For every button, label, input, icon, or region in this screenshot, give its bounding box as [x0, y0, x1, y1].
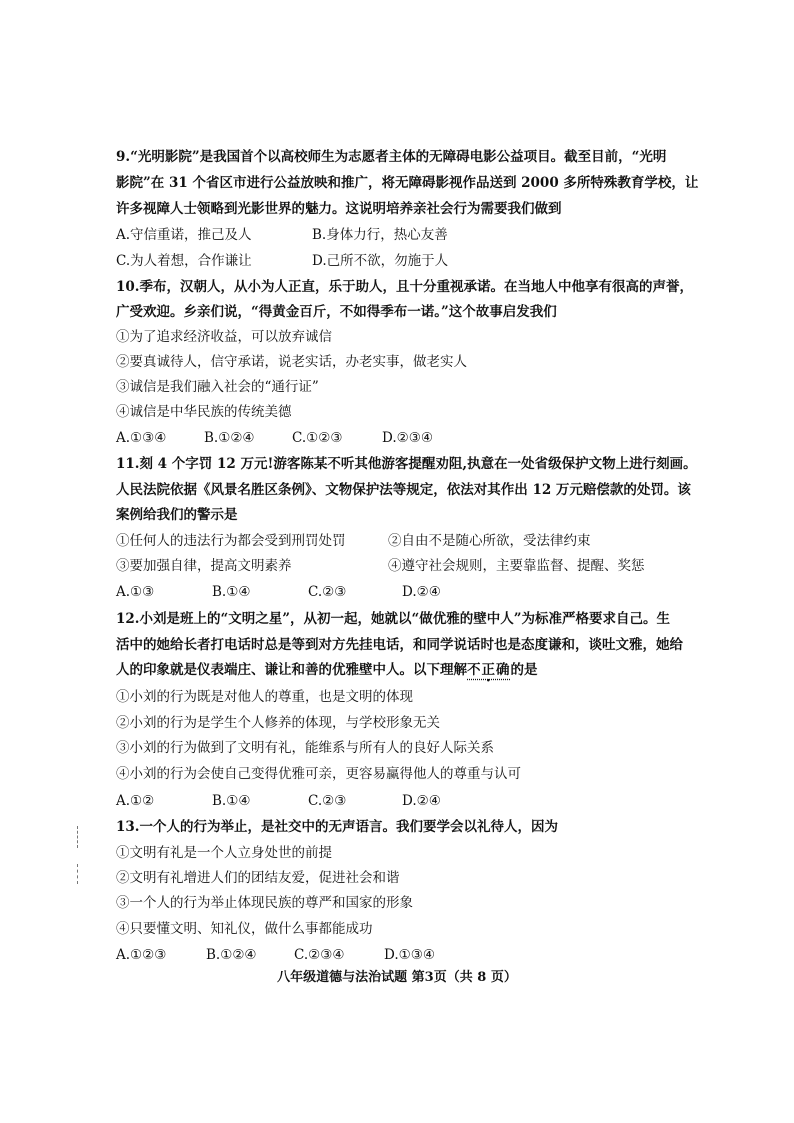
- question-text-line: 10.季布，汉朝人，从小为人正直，乐于助人，且十分重视承诺。在当地人中他享有很高的声誉，: [116, 279, 693, 295]
- option-d: D.①③④: [384, 947, 435, 963]
- question-text-line: 案例给我们的警示是: [116, 507, 238, 523]
- question-text-line: 广受欢迎。乡亲们说，“得黄金百斤，不如得季布一诺。”这个故事启发我们: [116, 304, 557, 320]
- option-b: B.①②④: [206, 947, 257, 963]
- statement-item: ②小刘的行为是学生个人修养的体现，与学校形象无关: [116, 715, 440, 731]
- margin-dash-mark: [77, 864, 78, 884]
- question-text-line: 11.刻 4 个字罚 12 万元!游客陈某不听其他游客提醒劝阻,执意在一处省级保护文物上进行刻画。: [116, 456, 697, 472]
- question-text-suffix: 的是: [510, 662, 538, 678]
- option-c: C.②③: [308, 793, 347, 809]
- option-c: C.为人着想，合作谦让: [116, 253, 252, 269]
- option-c: C.②③: [308, 584, 347, 600]
- option-a: A.①③④: [116, 430, 167, 446]
- option-a: A.守信重诺，推己及人: [116, 227, 252, 243]
- option-b: B.①②④: [204, 430, 255, 446]
- option-a: A.①②③: [116, 947, 167, 963]
- question-text-line: 活中的她给长者打电话时总是等到对方先挂电话，和同学说话时也是态度谦和，谈吐文雅，她给: [116, 637, 683, 653]
- emphasis-not-correct: 不正确: [467, 662, 511, 678]
- statement-item: ③要加强自律，提高文明素养: [116, 558, 292, 574]
- statement-item: ①文明有礼是一个人立身处世的前提: [116, 845, 332, 861]
- statement-item: ②要真诚待人，信守承诺，说老实话，办老实事，做老实人: [116, 354, 467, 370]
- statement-item: ①任何人的违法行为都会受到刑罚处罚: [116, 533, 346, 549]
- statement-item: ①小刘的行为既是对他人的尊重，也是文明的体现: [116, 689, 413, 705]
- option-c: C.②③④: [294, 947, 345, 963]
- question-text-line: [116, 661, 538, 679]
- statement-item: ④诚信是中华民族的传统美德: [116, 404, 292, 420]
- statement-item: ②文明有礼增进人们的团结友爱，促进社会和谐: [116, 870, 400, 886]
- question-text-line: 12.小刘是班上的“文明之星”，从初一起，她就以“做优雅的壁中人”为标准严格要求自己。生: [116, 611, 671, 627]
- statement-item: ④只要懂文明、知礼仪，做什么事都能成功: [116, 921, 373, 937]
- question-text-line: 许多视障人士领略到光影世界的魅力。这说明培养亲社会行为需要我们做到: [116, 201, 562, 217]
- option-d: D.②④: [402, 793, 441, 809]
- option-b: B.身体力行，热心友善: [312, 227, 448, 243]
- option-b: B.①④: [212, 793, 251, 809]
- statement-item: ③诚信是我们融入社会的“通行证”: [116, 379, 319, 395]
- question-text-prefix: 人的印象就是仪表端庄、谦让和善的优雅壁中人。以下理解: [116, 662, 467, 678]
- option-d: D.②③④: [382, 430, 433, 446]
- statement-item: ②自由不是随心所欲，受法律约束: [388, 533, 591, 549]
- option-d: D.己所不欲，勿施于人: [312, 253, 449, 269]
- margin-dash-mark: [77, 826, 78, 848]
- statement-item: ④遵守社会规则，主要靠监督、提醒、奖惩: [388, 558, 645, 574]
- option-a: A.①③: [116, 584, 155, 600]
- statement-item: ④小刘的行为会使自己变得优雅可亲，更容易赢得他人的尊重与认可: [116, 766, 521, 782]
- option-c: C.①②③: [292, 430, 343, 446]
- option-a: A.①②: [116, 793, 155, 809]
- question-text-line: 9.“光明影院”是我国首个以高校师生为志愿者主体的无障碍电影公益项目。截至目前，“光明: [116, 149, 667, 165]
- statement-item: ③一个人的行为举止体现民族的尊严和国家的形象: [116, 895, 413, 911]
- option-d: D.②④: [402, 584, 441, 600]
- option-b: B.①④: [212, 584, 251, 600]
- statement-item: ①为了追求经济收益，可以放弃诚信: [116, 329, 332, 345]
- question-text-line: 人民法院依据《风景名胜区条例》、文物保护法等规定，依法对其作出 12 万元赔偿款的处罚。该: [116, 482, 691, 498]
- page-footer: 八年级道德与法治试题 第3页（共 8 页）: [277, 970, 517, 985]
- question-text-line: 13.一个人的行为举止，是社交中的无声语言。我们要学会以礼待人，因为: [116, 819, 558, 835]
- statement-item: ③小刘的行为做到了文明有礼，能维系与所有人的良好人际关系: [116, 740, 494, 756]
- question-text-line: 影院”在 31 个省区市进行公益放映和推广，将无障碍影视作品送到 2000 多所特殊教育学校，让: [116, 175, 699, 191]
